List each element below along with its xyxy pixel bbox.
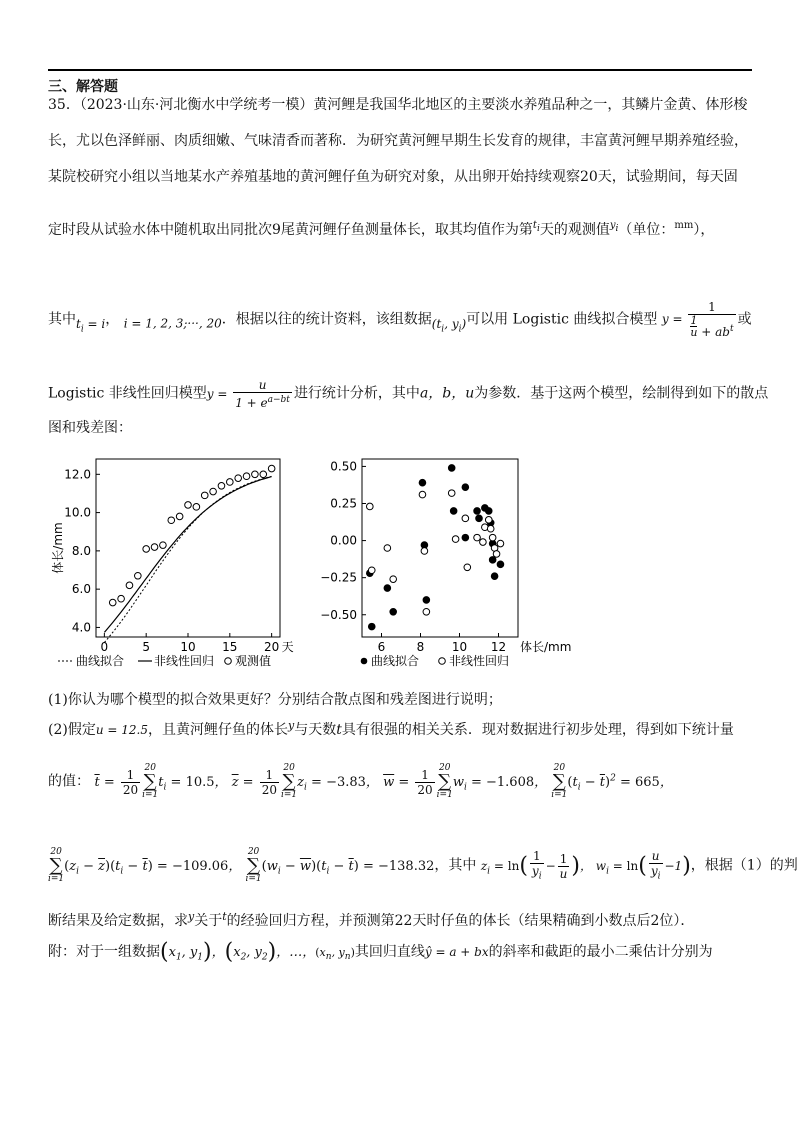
observed-point [176, 513, 183, 520]
legend-observed-swatch [225, 658, 232, 665]
curve-fit-residual-point [474, 508, 481, 515]
observed-point [135, 572, 142, 579]
y-tick-label: −0.25 [320, 570, 357, 585]
problem-line-10: 断结果及给定数据，求$^y$关于$^t$的经验回归方程，并预测第22天时仔鱼的体长（结果精确到小数点后2位）． [48, 910, 695, 929]
observed-point [185, 502, 192, 509]
observed-point [126, 582, 133, 589]
growth-chart-svg [48, 455, 298, 675]
nonlinear-residual-point [487, 525, 494, 532]
nonlinear-residual-point [368, 567, 375, 574]
observed-point [260, 471, 267, 478]
observed-point [193, 504, 200, 511]
y-tick-label: 10.0 [64, 505, 91, 520]
nonlinear-residual-point [493, 551, 500, 558]
problem-line-6: Logistic 非线性回归模型y = $\frac{u}{1 + e^{a-bt}}$ 进行统计分析，其中a，b，u为参数．基于这两个模型，绘制得到如下的散点 [48, 378, 769, 410]
observed-point [252, 471, 259, 478]
y-tick-label: 0.50 [330, 459, 357, 474]
curve-fit-residual-point [462, 534, 469, 541]
y-tick-label: 0.25 [330, 496, 357, 511]
x-tick-label: 20 [263, 640, 280, 654]
curve-fit-residual-point [448, 465, 455, 472]
curve-fit-residual-point [489, 557, 496, 564]
observed-point [268, 465, 275, 472]
nonlinear-residual-point [423, 608, 430, 615]
nonlinear-residual-point [464, 564, 471, 571]
x-tick-label: 10 [180, 640, 196, 654]
growth-chart [48, 455, 298, 675]
observed-point [118, 595, 125, 602]
y-tick-label: 12.0 [64, 467, 91, 482]
nonlinear-residual-point [489, 534, 496, 541]
curve-fit-residual-point [390, 608, 397, 615]
y-tick-label: 0.00 [330, 533, 357, 548]
x-axis-label: 体长/mm [520, 640, 572, 654]
observed-point [235, 475, 242, 482]
section-title: 三、解答题 [48, 79, 118, 95]
legend-nonlinear-label: 非线性回归 [154, 654, 215, 668]
observed-point [201, 492, 208, 499]
y-tick-label: 4.0 [71, 620, 91, 635]
nonlinear-residual-point [448, 490, 455, 497]
y-tick-label: 6.0 [71, 582, 91, 597]
observed-point [168, 517, 175, 524]
y-axis-label: 体长/mm [51, 522, 65, 574]
observed-point [143, 546, 150, 553]
curve-fit-residual-point [423, 597, 430, 604]
observed-point [218, 482, 225, 489]
problem-line-1: 35．（2023·山东·河北衡水中学统考一模）黄河鲤是我国华北地区的主要淡水养殖品种之一，其鳞片金黄、体形梭 [48, 97, 748, 113]
observed-point [210, 488, 217, 495]
question-2: (2)假定u = 12.5，且黄河鲤仔鱼的体长$^y$与天数t具有很强的相关关系．现对数据进行初步处理，得到如下统计量 [48, 719, 734, 738]
x-tick-label: 12 [490, 640, 507, 654]
nonlinear-residual-point [421, 548, 428, 555]
x-tick-label: 6 [377, 640, 386, 654]
stats-line-2: 20 ∑ $i=1(z_i - \overline{z})(t_i - \overline{t}) = -109.06$， 20 ∑ $i=1(w_i - \overline{w})(t_i - \overline{t}) = -138.32$，其中 $z_i = \ln$( $\frac{1}{y_i}$ − $\frac{1}{u}$ )， $w_i = \ln$( $\frac{u}{y_i}$ −1)，根据（1）的判 [48, 847, 798, 884]
nonlinear-residual-point [474, 534, 481, 541]
curve-fit-residual-point [368, 623, 375, 630]
legend-nonlinear-swatch [439, 658, 446, 665]
observed-point [151, 544, 158, 551]
section-rule [48, 69, 752, 71]
curve-fit-residual-point [384, 585, 391, 592]
x-tick-label: 5 [142, 640, 151, 654]
plot-frame [96, 459, 280, 637]
legend-observed-label: 观测值 [235, 654, 272, 668]
problem-line-5: 其中$t_i = i$， i = 1, 2, 3;···, 20．根据以往的统计资料，该组数据($t_i$, $y_i$)可以用 Logistic 曲线拟合模型 y = 1 1 $u + ab^t$ 或 [48, 300, 752, 339]
problem-line-11: 附：对于一组数据($x_1$, $y_1$)，($x_2$, $y_2$)，…，($x_n$, $y_n$)其回归直线ŷ = a + bx的斜率和截距的最小二乘估计分别为 [48, 939, 713, 965]
nonlinear-residual-point [480, 539, 487, 546]
legend-nonlinear-label: 非线性回归 [449, 654, 510, 668]
observed-point [227, 479, 234, 486]
nonlinear-residual-point [452, 536, 459, 543]
y-tick-label: −0.50 [320, 607, 357, 622]
observed-point [109, 599, 116, 606]
nonlinear-residual-point [419, 491, 426, 498]
question-1: (1)你认为哪个模型的拟合效果更好？分别结合散点图和残差图进行说明； [48, 692, 502, 708]
curve-fit-residual-point [462, 484, 469, 491]
nonlinear-residual-point [390, 576, 397, 583]
curve-fit-residual-point [497, 561, 504, 568]
residual-chart-svg [320, 455, 600, 675]
x-tick-label: 15 [222, 640, 238, 654]
curve-fit-residual-point [450, 508, 457, 515]
x-tick-label: 0 [100, 640, 109, 654]
observed-point [243, 473, 250, 480]
curve-fit-residual-point [419, 479, 426, 486]
y-tick-label: 8.0 [71, 543, 91, 558]
observed-point [160, 542, 167, 549]
nonlinear-residual-point [462, 515, 469, 522]
problem-line-7: 图和残差图： [48, 420, 132, 436]
curve-fit-residual-point [491, 573, 498, 580]
problem-line-3: 某院校研究小组以当地某水产养殖基地的黄河鲤仔鱼为研究对象，从出卵开始持续观察20天，试验期间，每天固 [48, 169, 738, 185]
x-axis-label: 天 [281, 640, 294, 654]
residual-chart [320, 455, 600, 675]
curve-fit-residual-point [485, 508, 492, 515]
x-tick-label: 10 [451, 640, 468, 654]
nonlinear-residual-point [497, 540, 504, 547]
problem-line-2: 长，尤以色泽鲜丽、肉质细嫩、气味清香而著称．为研究黄河鲤早期生长发育的规律，丰富黄河鲤早期养殖经验， [48, 133, 748, 149]
curve-fit-residual-point [476, 515, 483, 522]
legend-curve-fit-label: 曲线拟合 [371, 654, 420, 668]
nonlinear-residual-point [367, 503, 374, 510]
problem-line-4: 定时段从试验水体中随机取出同批次9尾黄河鲤仔鱼测量体长，取其均值作为第$^{t_i}$天的观测值$^{y_i}$（单位：$^{mm}$）， [48, 220, 715, 238]
stats-line-1: 的值： $\overline{t}$ = $\frac{1}{20}$ 20 ∑ $i=1t_i = 10.5$， $\overline{z}$ = $\frac{1}{20}$ 20 ∑ $i=1z_i = -3.83$， $\overline{w}$ = $\frac{1}{20}$ 20 ∑ $i=1w_i = -1.608$， 20 ∑ $i=1(t_i - \overline{t})^2 = 665$， [48, 763, 673, 800]
nonlinear-residual-point [485, 517, 492, 524]
legend-curve-fit-swatch [361, 658, 368, 665]
x-tick-label: 8 [416, 640, 425, 654]
nonlinear-residual-point [384, 545, 391, 552]
legend-curve-fit-label: 曲线拟合 [76, 654, 125, 668]
